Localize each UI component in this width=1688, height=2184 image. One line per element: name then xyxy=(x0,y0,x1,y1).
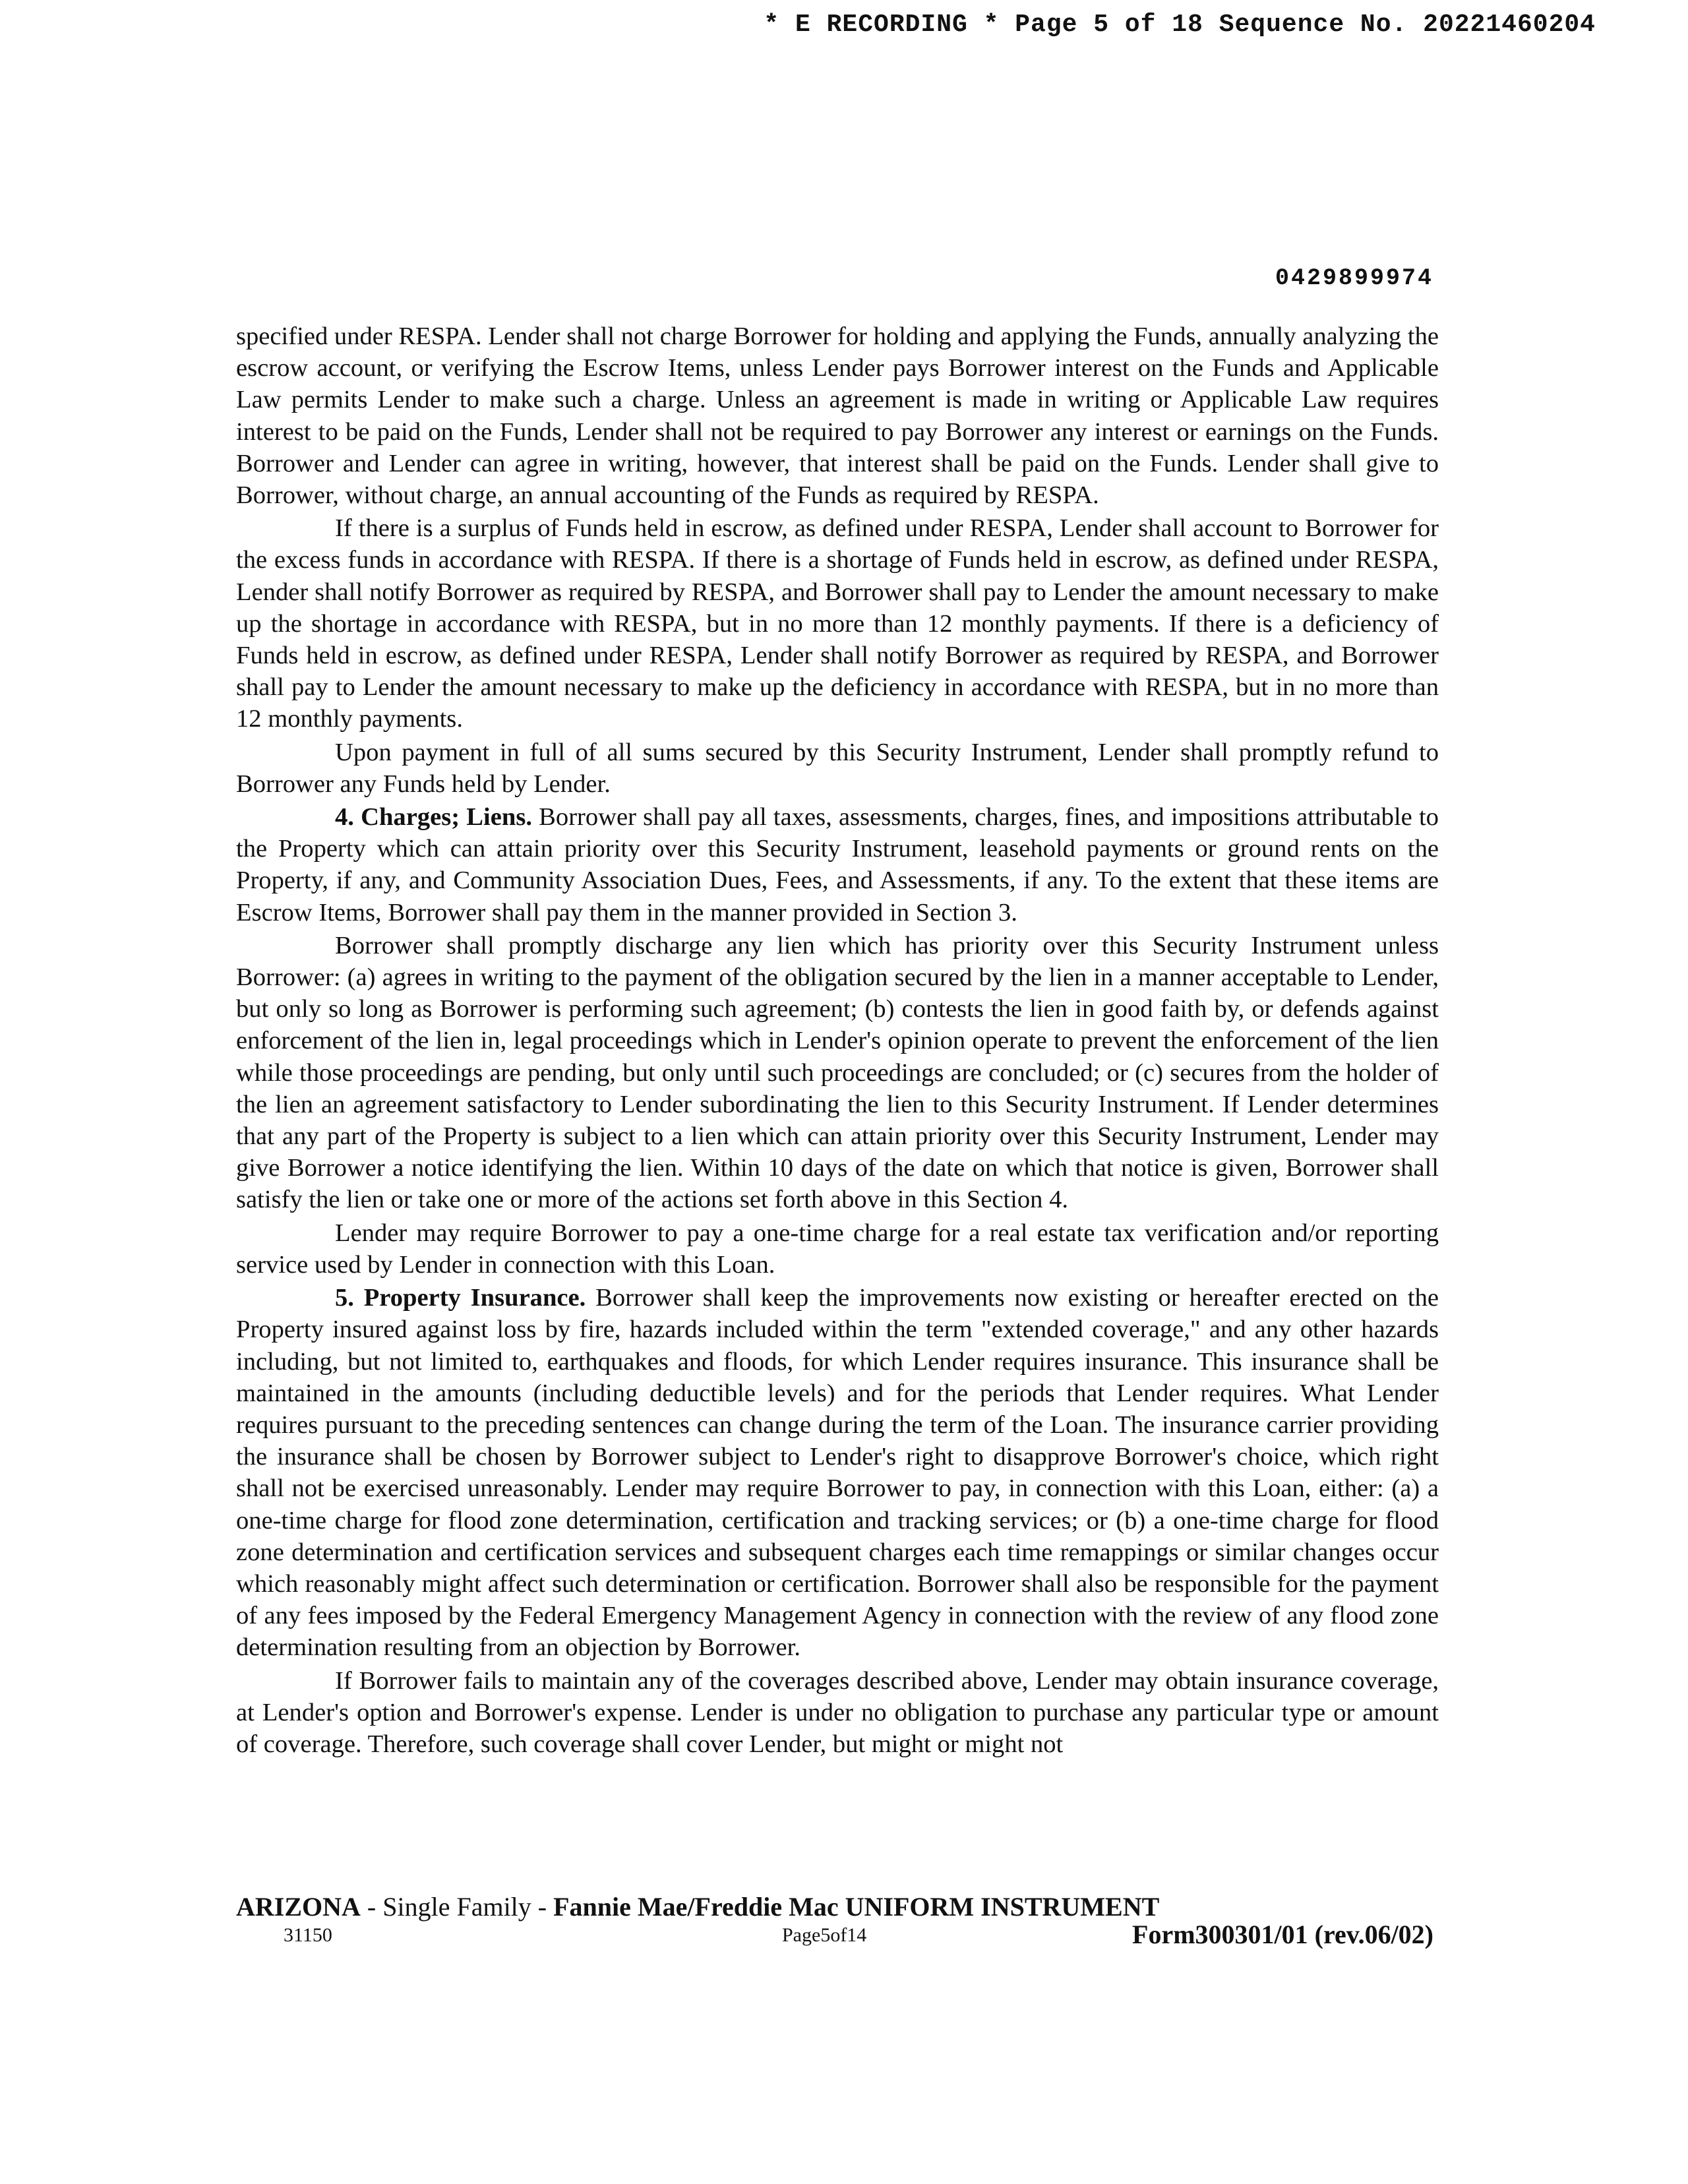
paragraph-coverage-failure: If Borrower fails to maintain any of the coverages described above, Lender may obtain insurance coverage, at Lender's option and Borrower's expense. Lender is under no obligation to purchase any particular type or amount of coverage. Therefore, such coverage shall cover Lender, but might or might not xyxy=(236,1666,1439,1758)
document-body xyxy=(236,320,1439,1761)
footer-form-number: Form300301/01 (rev.06/02) xyxy=(1132,1920,1433,1949)
footer-code: 31150 xyxy=(284,1924,332,1946)
footer-instrument: Fannie Mae/Freddie Mac UNIFORM INSTRUMENT xyxy=(553,1892,1160,1922)
section-5-heading: 5. Property Insurance. xyxy=(335,1284,586,1312)
section-4-heading: 4. Charges; Liens. xyxy=(335,803,532,832)
paragraph-discharge-lien: Borrower shall promptly discharge any lien which has priority over this Security Instrument unless Borrower: (a) agrees in writing to the payment of the obligation secured by the lien in a manner acceptable to Lender, but only so long as Borrower is performing such agreement; (b) contests the lien in good faith by, or defends against enforcement of the lien in, legal proceedings which in Lender's opinion operate to prevent the enforcement of the lien while those proceedings are pending, but only until such proceedings are concluded; or (c) secures from the holder of the lien an agreement satisfactory to Lender subordinating the lien to this Security Instrument. If Lender determines that any part of the Property is subject to a lien which can attain priority over this Security Instrument, Lender may give Borrower a notice identifying the lien. Within 10 days of the date on which that notice is given, Borrower shall satisfy the lien or take one or more of the actions set forth above in this Section 4. xyxy=(236,931,1439,1214)
footer-state: ARIZONA xyxy=(236,1892,361,1922)
paragraph-surplus-shortage: If there is a surplus of Funds held in escrow, as defined under RESPA, Lender shall account to Borrower for the excess funds in accordance with RESPA. If there is a shortage of Funds held in escrow, as defined under RESPA, Lender shall notify Borrower as required by RESPA, and Borrower shall pay to Lender the amount necessary to make up the shortage in accordance with RESPA, but in no more than 12 monthly payments. If there is a deficiency of Funds held in escrow, as defined under RESPA, Lender shall notify Borrower as required by RESPA, and Borrower shall pay to Lender the amount necessary to make up the deficiency in accordance with RESPA, but in no more than 12 monthly payments. xyxy=(236,514,1439,733)
recording-header: * E RECORDING * Page 5 of 18 Sequence No. 20221460204 xyxy=(764,11,1596,39)
loan-number: 0429899974 xyxy=(1275,265,1433,291)
paragraph-escrow-respa: specified under RESPA. Lender shall not charge Borrower for holding and applying the Funds, annually analyzing the escrow account, or verifying the Escrow Items, unless Lender pays Borrower interest on the Funds and Applicable Law permits Lender to make such a charge. Unless an agreement is made in writing or Applicable Law requires interest to be paid on the Funds, Lender shall not be required to pay Borrower any interest or earnings on the Funds. Borrower and Lender can agree in writing, however, that interest shall be paid on the Funds. Lender shall give to Borrower, without charge, an annual accounting of the Funds as required by RESPA. xyxy=(236,322,1439,510)
paragraph-refund: Upon payment in full of all sums secured by this Security Instrument, Lender shall promptly refund to Borrower any Funds held by Lender. xyxy=(236,738,1439,798)
section-5-text: Borrower shall keep the improvements now existing or hereafter erected on the Property insured against loss by fire, hazards included within the term "extended coverage," and any other hazards including, but not limited to, earthquakes and floods, for which Lender requires insurance. This insurance shall be maintained in the amounts (including deductible levels) and for the periods that Lender requires. What Lender requires pursuant to the preceding sentences can change during the term of the Loan. The insurance carrier providing the insurance shall be chosen by Borrower subject to Lender's right to disapprove Borrower's choice, which right shall not be exercised unreasonably. Lender may require Borrower to pay, in connection with this Loan, either: (a) a one-time charge for flood zone determination, certification and tracking services; or (b) a one-time charge for flood zone determination and certification services and subsequent charges each time remappings or similar changes occur which reasonably might affect such determination or certification. Borrower shall also be responsible for the payment of any fees imposed by the Federal Emergency Management Agency in connection with the review of any flood zone determination resulting from an objection by Borrower. xyxy=(236,1284,1439,1662)
section-4-text: Borrower shall pay all taxes, assessments, charges, fines, and impositions attributable to the Property which can attain priority over this Security Instrument, leasehold payments or ground rents on the Property, if any, and Community Association Dues, Fees, and Assessments, if any. To the extent that these items are Escrow Items, Borrower shall pay them in the manner provided in Section 3. xyxy=(236,803,1439,926)
paragraph-tax-verification: Lender may require Borrower to pay a one-time charge for a real estate tax verification and/or reporting service used by Lender in connection with this Loan. xyxy=(236,1219,1439,1279)
footer-instrument-line xyxy=(236,1891,1159,1922)
paragraph-charges-liens xyxy=(236,801,1439,928)
footer-page-number: Page5of14 xyxy=(782,1924,867,1946)
footer-separator: - Single Family - xyxy=(360,1892,554,1922)
paragraph-property-insurance xyxy=(236,1282,1439,1663)
